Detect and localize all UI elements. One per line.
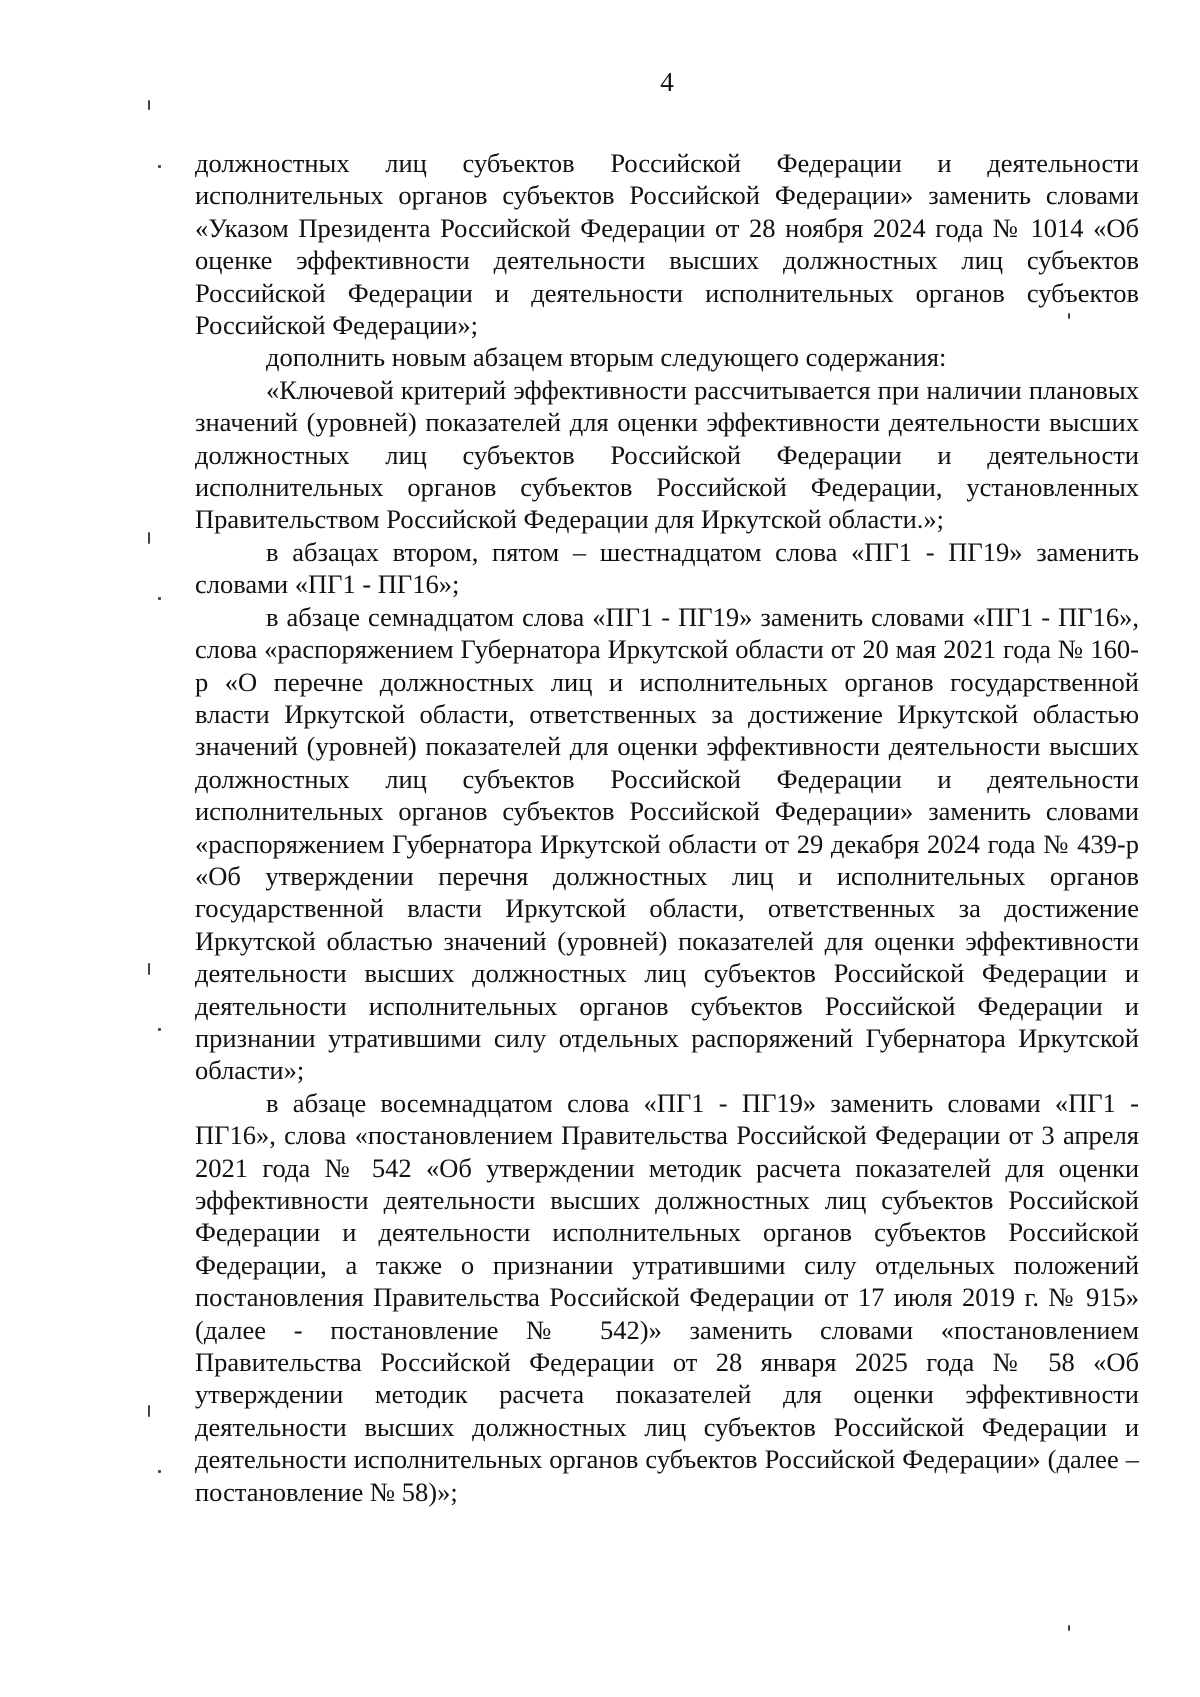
scan-speck xyxy=(148,532,150,544)
scan-speck xyxy=(148,100,150,110)
paragraph: в абзацах втором, пятом – шестнадцатом слова «ПГ1 - ПГ19» заменить словами «ПГ1 - ПГ16»; xyxy=(195,536,1139,600)
scan-speck xyxy=(158,1028,161,1031)
scan-speck xyxy=(158,1470,161,1473)
scan-speck xyxy=(1068,1625,1070,1631)
page-number: 4 xyxy=(660,67,674,97)
body-text xyxy=(195,147,1139,1508)
paragraph: должностных лиц субъектов Российской Федерации и деятельности исполнительных органов субъектов Российской Федерации» заменить словами «Указом Президента Российской Федерации от 28 ноября 2024 года № 1014 «Об оценке эффективности деятельности высших должностных лиц субъектов Российской Федерации и деятельности исполнительных органов субъектов Российской Федерации»; xyxy=(195,148,1139,341)
scan-speck xyxy=(158,597,161,600)
paragraph: «Ключевой критерий эффективности рассчитывается при наличии плановых значений (уровней) показателей для оценки эффективности деятельности высших должностных лиц субъектов Российской Федерации и деятельности исполнительных органов субъектов Российской Федерации, установленных Правительством Российской Федерации для Иркутской области.»; xyxy=(195,374,1139,535)
scan-speck xyxy=(148,1405,150,1417)
paragraph: в абзаце семнадцатом слова «ПГ1 - ПГ19» заменить словами «ПГ1 - ПГ16», слова «распоряжением Губернатора Иркутской области от 20 мая 2021 года № 160-р «О перечне должностных лиц и исполнительных органов государственной власти Иркутской области, ответственных за достижение Иркутской областью значений (уровней) показателей для оценки эффективности деятельности высших должностных лиц субъектов Российской Федерации и деятельности исполнительных органов субъектов Российской Федерации» заменить словами «распоряжением Губернатора Иркутской области от 29 декабря 2024 года № 439-р «Об утверждении перечня должностных лиц и исполнительных органов государственной власти Иркутской области, ответственных за достижение Иркутской областью значений (уровней) показателей для оценки эффективности деятельности высших должностных лиц субъектов Российской Федерации и деятельности исполнительных органов субъектов Российской Федерации и признании утратившими силу отдельных распоряжений Губернатора Иркутской области»; xyxy=(195,601,1139,1086)
paragraph: дополнить новым абзацем вторым следующего содержания: xyxy=(266,342,947,373)
paragraph: в абзаце восемнадцатом слова «ПГ1 - ПГ19» заменить словами «ПГ1 - ПГ16», слова «постановлением Правительства Российской Федерации от 3 апреля 2021 года № 542 «Об утверждении методик расчета показателей для оценки эффективности деятельности высших должностных лиц субъектов Российской Федерации и деятельности исполнительных органов субъектов Российской Федерации, а также о признании утратившими силу отдельных положений постановления Правительства Российской Федерации от 17 июля 2019 г. № 915» (далее - постановление № 542)» заменить словами «постановлением Правительства Российской Федерации от 28 января 2025 года № 58 «Об утверждении методик расчета показателей для оценки эффективности деятельности высших должностных лиц субъектов Российской Федерации и деятельности исполнительных органов субъектов Российской Федерации» (далее – постановление № 58)»; xyxy=(195,1087,1139,1507)
scan-speck xyxy=(148,963,150,975)
scan-speck xyxy=(158,165,161,168)
